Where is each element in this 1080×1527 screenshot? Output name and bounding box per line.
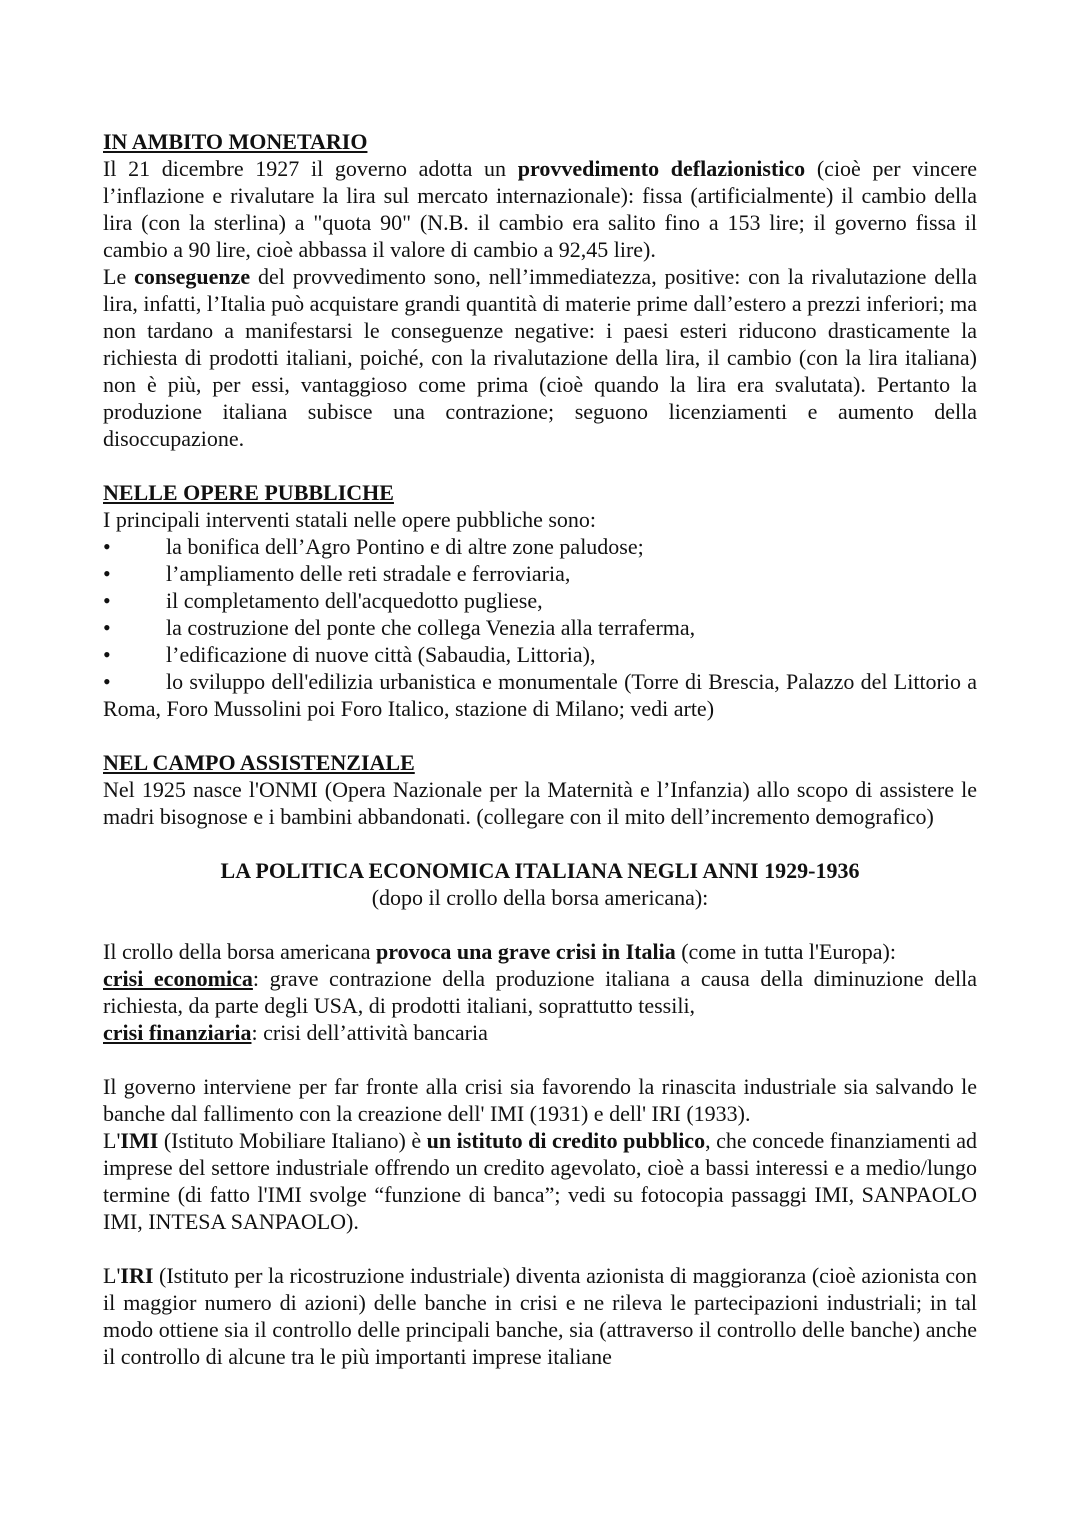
spacer: [103, 830, 977, 857]
section-title-opere: NELLE OPERE PUBBLICHE: [103, 480, 394, 505]
list-item-text: l’edificazione di nuove città (Sabaudia, Littoria),: [166, 642, 596, 667]
text-span: : grave contrazione della produzione italiana a causa della diminuzione della richiesta, da parte degli USA, di prodotti italiani, soprattutto tessili,: [103, 966, 977, 1018]
paragraph-imi: [103, 1127, 977, 1235]
text-span: , che concede finanziamenti ad imprese del settore industriale offrendo un credito agevolato, cioè a bassi interessi e a medio/lungo termine (di fatto l'IMI svolge “funzione di banca”; vedi su fotocopia passaggi IMI, SANPAOLO IMI, INTESA SANPAOLO).: [103, 1128, 977, 1234]
section-title-politica: LA POLITICA ECONOMICA ITALIANA NEGLI ANNI 1929-1936: [220, 858, 860, 883]
paragraph-crollo: [103, 938, 977, 965]
text-span: (Istituto Mobiliare Italiano) è: [158, 1128, 427, 1153]
text-span: (come in tutta l'Europa):: [675, 939, 896, 964]
spacer: [103, 1046, 977, 1073]
bold-text: provvedimento deflazionistico: [517, 156, 806, 181]
section-title-assistenziale: NEL CAMPO ASSISTENZIALE: [103, 750, 415, 775]
bold-text: provoca una grave crisi in Italia: [376, 939, 676, 964]
bullet-icon: •: [103, 669, 111, 694]
list-item: [103, 614, 977, 641]
bullet-icon: •: [103, 534, 111, 559]
term-crisi-economica: crisi economica: [103, 966, 253, 991]
list-item-text: lo sviluppo dell'edilizia urbanistica e monumentale (Torre di Brescia, Palazzo del Littorio a Roma, Foro Mussolini poi Foro Italico, stazione di Milano; vedi arte): [103, 669, 977, 721]
bullet-icon: •: [103, 615, 111, 640]
list-item-text: il completamento dell'acquedotto pugliese,: [166, 588, 543, 613]
list-item-text: la bonifica dell’Agro Pontino e di altre zone paludose;: [166, 534, 644, 559]
paragraph-onmi: Nel 1925 nasce l'ONMI (Opera Nazionale per la Maternità e l’Infanzia) allo scopo di assistere le madri bisognose e i bambini abbandonati. (collegare con il mito dell’incremento demografico): [103, 777, 977, 829]
spacer: [103, 452, 977, 479]
bold-text: conseguenze: [134, 264, 251, 289]
bold-text: IMI: [120, 1128, 159, 1153]
bullet-icon: •: [103, 642, 111, 667]
text-span: del provvedimento sono, nell’immediatezza, positive: con la rivalutazione della lira, infatti, l’Italia può acquistare grandi quantità di materie prime dall’estero a prezzi inferiori; ma non tardano a manifestarsi le conseguenze negative: i paesi esteri riducono drasticamente la richiesta di prodotti italiani, poiché, con la rivalutazione della lira, il cambio (con la lira italiana) non è più, per essi, vantaggioso come prima (cioè quando la lira era svalutata). Pertanto la produzione italiana subisce una contrazione; seguono licenziamenti e aumento della disoccupazione.: [103, 264, 977, 451]
text-span: Le: [103, 264, 135, 289]
list-item-text: la costruzione del ponte che collega Venezia alla terraferma,: [166, 615, 696, 640]
list-item: [103, 587, 977, 614]
spacer: [103, 911, 977, 938]
bold-text: un istituto di credito pubblico: [426, 1128, 706, 1153]
text-span: : crisi dell’attività bancaria: [251, 1020, 488, 1045]
bullet-icon: •: [103, 561, 111, 586]
section-subtitle-politica: (dopo il crollo della borsa americana):: [371, 885, 709, 910]
spacer: [103, 722, 977, 749]
paragraph-crisi-finanziaria: [103, 1019, 977, 1046]
list-item: [103, 533, 977, 560]
paragraph-iri: [103, 1262, 977, 1370]
list-item-text: l’ampliamento delle reti stradale e ferroviaria,: [166, 561, 571, 586]
text-span: Il crollo della borsa americana: [103, 939, 377, 964]
paragraph-conseguenze: [103, 263, 977, 452]
opere-list: [103, 533, 977, 722]
paragraph-opere-intro: I principali interventi statali nelle opere pubbliche sono:: [103, 507, 597, 532]
list-item: [103, 668, 977, 722]
term-crisi-finanziaria: crisi finanziaria: [103, 1020, 252, 1045]
document-content: [103, 128, 977, 1370]
list-item: [103, 641, 977, 668]
section-title-monetario: IN AMBITO MONETARIO: [103, 129, 368, 154]
bold-text: IRI: [120, 1263, 154, 1288]
text-span: L': [103, 1263, 121, 1288]
text-span: L': [103, 1128, 121, 1153]
paragraph-crisi-economica: [103, 965, 977, 1019]
spacer: [103, 1235, 977, 1262]
paragraph-intervento-governo: Il governo interviene per far fronte alla crisi sia favorendo la rinascita industriale sia salvando le banche dal fallimento con la creazione dell' IMI (1931) e dell' IRI (1933).: [103, 1074, 977, 1126]
list-item: [103, 560, 977, 587]
paragraph-deflazione: [103, 155, 977, 263]
bullet-icon: •: [103, 588, 111, 613]
text-span: (cioè per vincere l’inflazione e rivalutare la lira sul mercato internazionale): fissa (artificialmente) il cambio della lira (con la sterlina) a "quota 90" (N.B. il cambio era salito fino a 153 lire; il governo fissa il cambio a 90 lire, cioè abbassa il valore di cambio a 92,45 lire).: [103, 156, 977, 262]
text-span: Il 21 dicembre 1927 il governo adotta un: [103, 156, 518, 181]
text-span: (Istituto per la ricostruzione industriale) diventa azionista di maggioranza (cioè azionista con il maggior numero di azioni) delle banche in crisi e ne rileva le partecipazioni industriali; in tal modo ottiene sia il controllo delle principali banche, sia (attraverso il controllo delle banche) anche il controllo di alcune tra le più importanti imprese italiane: [103, 1263, 977, 1369]
